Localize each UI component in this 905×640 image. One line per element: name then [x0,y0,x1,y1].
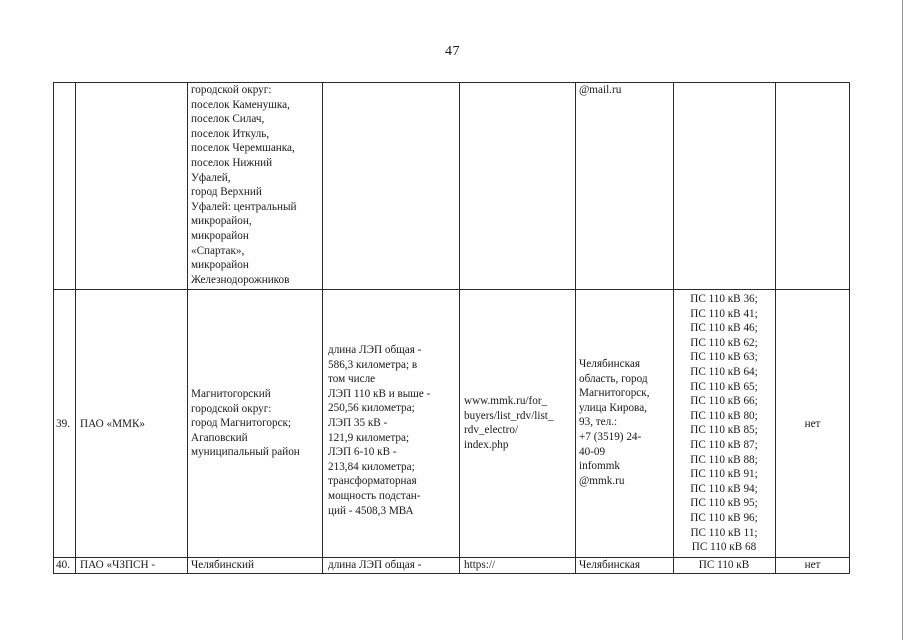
territory-cell: Магнитогорский городской округ: город Магнитогорск; Агаповский муниципальный район [191,388,300,459]
website-cell: www.mmk.ru/for_ buyers/list_rdv/list_ rdv_electro/ index.php [464,395,554,451]
column-divider [322,82,323,574]
contacts-cell: Челябинская [579,559,640,571]
website-cell: https:// [464,559,496,571]
organization-name-cell: ПАО «ЧЗПСН - [80,559,156,571]
substations-cell: ПС 110 кВ [698,559,750,571]
row-number-cell: 40. [56,559,70,571]
closed-status-cell: нет [804,559,821,571]
column-divider [75,82,76,574]
column-divider [459,82,460,574]
contacts-cell: @mail.ru [579,84,622,96]
row-divider [53,289,850,290]
territory-cell: городской округ: поселок Каменушка, поселок Силач, поселок Иткуль, поселок Черемшанка, поселок Нижний Уфалей, город Верхний Уфалей: центральный микрорайон, микрорайон «Спартак», микрорайон Железнодорожников [191,84,297,286]
table-border-bottom [53,573,850,574]
territory-cell: Челябинский [191,559,255,571]
column-divider [575,82,576,574]
contacts-cell: Челябинская область, город Магнитогорск, улица Кирова, 93, тел.: +7 (3519) 24- 40-09 infommk @mmk.ru [579,358,650,487]
page-number: 47 [445,44,460,59]
closed-status-cell: нет [804,418,821,430]
scan-edge-mark [902,0,903,640]
table-border-right [849,82,850,574]
power-lines-cell: длина ЛЭП общая - [328,559,422,571]
table-border-left [53,82,54,574]
substations-cell: ПС 110 кВ 36; ПС 110 кВ 41; ПС 110 кВ 46; ПС 110 кВ 62; ПС 110 кВ 63; ПС 110 кВ 64; ПС 110 кВ 65; ПС 110 кВ 66; ПС 110 кВ 80; ПС 110 кВ 85; ПС 110 кВ 87; ПС 110 кВ 88; ПС 110 кВ 91; ПС 110 кВ 94; ПС 110 кВ 95; ПС 110 кВ 96; ПС 110 кВ 11; ПС 110 кВ 68 [690,293,758,554]
row-divider [53,82,850,83]
organization-name-cell: ПАО «ММК» [80,418,146,430]
power-lines-cell: длина ЛЭП общая - 586,3 километра; в том числе ЛЭП 110 кВ и выше - 250,56 километра; ЛЭП 35 кВ - 121,9 километра; ЛЭП 6-10 кВ - 213,84 километра; трансформаторная мощность подстан- ций - 4508,3 МВА [328,344,431,517]
row-number-cell: 39. [56,418,70,430]
column-divider [775,82,776,574]
column-divider [187,82,188,574]
